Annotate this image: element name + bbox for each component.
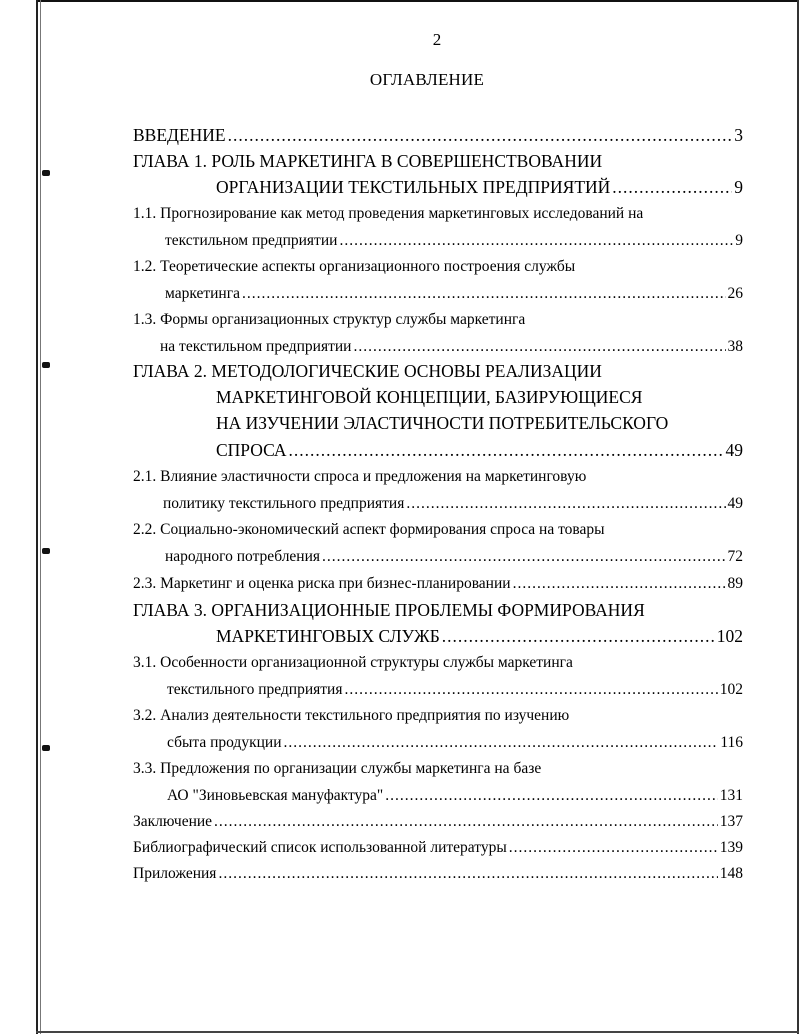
toc-entry-page: 148 [719,865,743,882]
toc-section-1-3-line2 [160,337,743,357]
toc-entry-page: 137 [719,813,743,830]
toc-appendices [133,864,743,884]
toc-entry-page: 3 [734,125,743,145]
toc-chapter-1-line2 [216,177,743,197]
page-edge-left-shadow [40,0,41,1034]
toc-section-3-3-line1: 3.3. Предложения по организации службы маркетинга на базе [133,760,542,777]
toc-chapter-3-line1: ГЛАВА 3. ОРГАНИЗАЦИОННЫЕ ПРОБЛЕМЫ ФОРМИРОВАНИЯ [133,600,645,620]
toc-entry-title: текстильном предприятии [165,232,338,249]
page-number: 2 [432,30,442,49]
toc-entry-page: 102 [716,626,743,646]
toc-section-2-3 [133,574,743,594]
toc-entry-title: на текстильном предприятии [160,338,352,355]
toc-bibliography [133,838,743,858]
toc-heading: ОГЛАВЛЕНИЕ [369,70,485,89]
toc-chapter-2-line2: МАРКЕТИНГОВОЙ КОНЦЕПЦИИ, БАЗИРУЮЩИЕСЯ [216,387,643,407]
toc-chapter-2-line3: НА ИЗУЧЕНИИ ЭЛАСТИЧНОСТИ ПОТРЕБИТЕЛЬСКОГО [216,413,669,433]
toc-entry-page: 139 [719,839,743,856]
toc-section-1-3-line1: 1.3. Формы организационных структур службы маркетинга [133,311,526,328]
toc-entry-title: ВВЕДЕНИЕ [133,125,226,145]
toc-entry-page: 26 [727,285,743,302]
toc-entry-title: сбыта продукции [167,734,282,751]
binding-mark [42,548,50,554]
toc-section-1-1-line2 [165,231,743,251]
toc-entry-page: 49 [727,495,743,512]
toc-entry-title: Приложения [133,865,217,882]
toc-section-2-1-line2 [163,494,743,514]
toc-section-3-2-line2 [167,733,743,753]
toc-entry-title: маркетинга [165,285,240,302]
toc-section-3-1-line2 [167,680,743,700]
toc-entry-page: 116 [720,734,743,751]
toc-conclusion [133,812,743,832]
toc-entry-title: текстильного предприятия [167,681,343,698]
toc-entry-title: СПРОСА [216,440,287,460]
toc-entry-page: 38 [727,338,743,355]
toc-chapter-3-line2 [216,626,743,646]
toc-entry-title: Библиографический список использованной литературы [133,839,507,856]
toc-section-2-1-line1: 2.1. Влияние эластичности спроса и предложения на маркетинговую [133,468,587,485]
binding-mark [42,745,50,751]
toc-section-2-2-line2 [165,547,743,567]
toc-chapter-2-line4 [216,440,743,460]
toc-entry-intro [133,125,743,145]
toc-chapter-2-line1: ГЛАВА 2. МЕТОДОЛОГИЧЕСКИЕ ОСНОВЫ РЕАЛИЗАЦИИ [133,361,602,381]
toc-section-3-1-line1: 3.1. Особенности организационной структуры службы маркетинга [133,654,573,671]
toc-entry-page: 89 [727,575,743,592]
toc-entry-title: ОРГАНИЗАЦИИ ТЕКСТИЛЬНЫХ ПРЕДПРИЯТИЙ [216,177,611,197]
toc-entry-title: политику текстильного предприятия [163,495,405,512]
toc-section-2-2-line1: 2.2. Социально-экономический аспект формирования спроса на товары [133,521,605,538]
toc-section-1-2-line2 [165,284,743,304]
binding-mark [42,362,50,368]
toc-entry-title: МАРКЕТИНГОВЫХ СЛУЖБ [216,626,440,646]
toc-chapter-1-line1: ГЛАВА 1. РОЛЬ МАРКЕТИНГА В СОВЕРШЕНСТВОВАНИИ [133,151,603,171]
page-edge-left [36,0,38,1034]
toc-entry-title: народного потребления [165,548,321,565]
toc-entry-title: 2.3. Маркетинг и оценка риска при бизнес-планировании [133,575,511,592]
toc-section-1-2-line1: 1.2. Теоретические аспекты организационного построения службы [133,258,576,275]
toc-section-3-2-line1: 3.2. Анализ деятельности текстильного предприятия по изучению [133,707,570,724]
binding-mark [42,170,50,176]
toc-entry-page: 102 [719,681,743,698]
toc-entry-title: АО "Зиновьевская мануфактура" [167,787,384,804]
toc-entry-page: 9 [734,177,743,197]
toc-section-3-3-line2 [167,786,743,806]
toc-entry-title: Заключение [133,813,213,830]
toc-entry-page: 9 [735,232,743,249]
page-edge-bottom [36,1031,799,1033]
toc-entry-page: 49 [725,440,743,460]
toc-entry-page: 131 [719,787,743,804]
toc-section-1-1-line1: 1.1. Прогнозирование как метод проведения маркетинговых исследований на [133,205,644,222]
page-edge-top [36,0,799,2]
toc-entry-page: 72 [727,548,743,565]
